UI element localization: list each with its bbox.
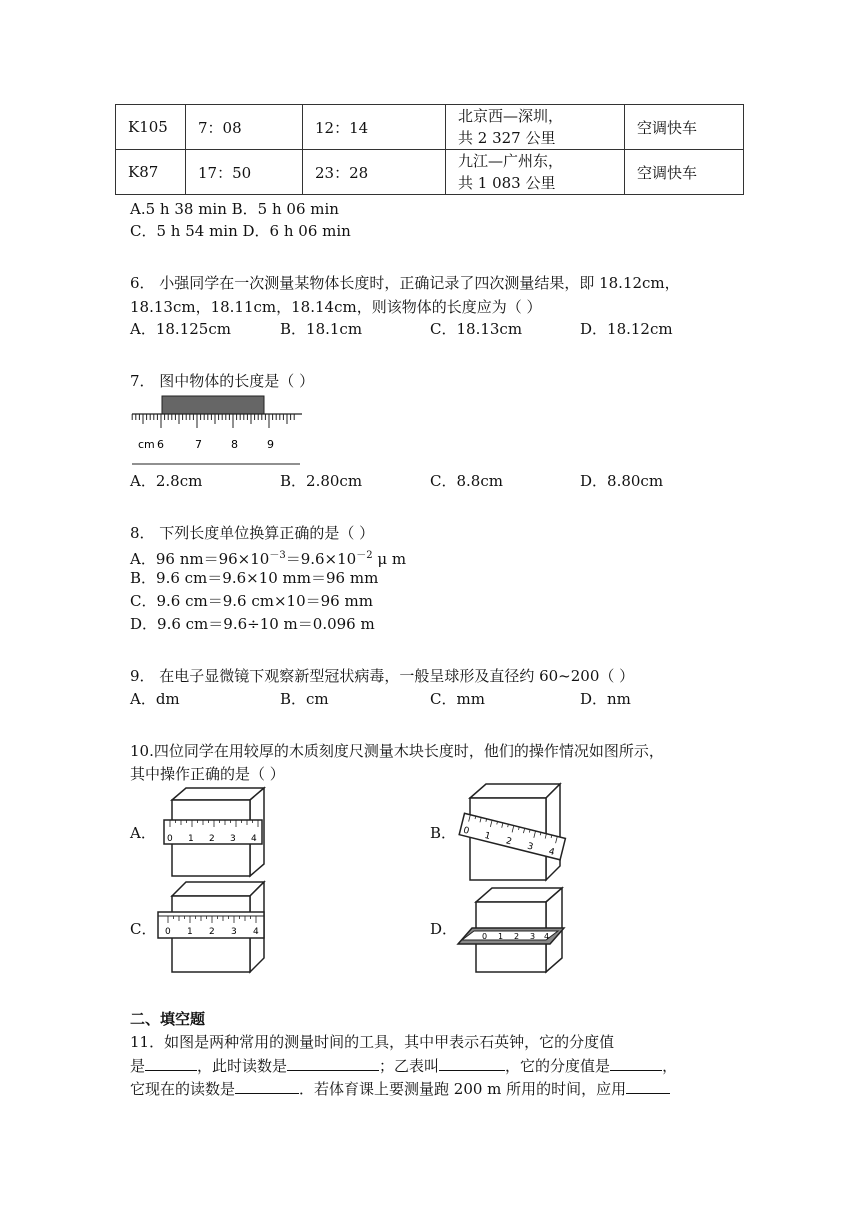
q9-option-d: D．nm (580, 690, 631, 708)
q6-option-b: B．18.1cm (280, 320, 363, 338)
svg-text:2: 2 (504, 836, 513, 848)
train-number: K105 (116, 105, 186, 150)
q6-stem-line2: 18.13cm，18.11cm，18.14cm，则该物体的长度应为（ ） (130, 298, 542, 316)
svg-text:3: 3 (230, 834, 236, 844)
q7-option-c: C．8.8cm (430, 472, 503, 490)
svg-text:1: 1 (188, 834, 194, 844)
svg-text:3: 3 (231, 927, 237, 937)
q10-stem-line1: 10.四位同学在用较厚的木质刻度尺测量木块长度时，他们的操作情况如图所示， (130, 742, 664, 760)
depart-time: 17：50 (186, 150, 303, 195)
train-type: 空调快车 (625, 105, 744, 150)
svg-text:4: 4 (544, 932, 550, 941)
svg-text:4: 4 (253, 927, 259, 937)
q6-option-a: A．18.125cm (130, 320, 231, 338)
arrive-time: 12：14 (303, 105, 446, 150)
q11-line2: 是 ，此时读数是 ；乙表叫 ，它的分度值是 ， (130, 1054, 677, 1077)
q5-options-line1: A.5 h 38 min B．5 h 06 min (130, 200, 339, 218)
figure-d-block-ruler (454, 884, 570, 974)
q8-option-d: D．9.6 cm＝9.6÷10 m＝0.096 m (130, 615, 375, 633)
q9-stem: 9． 在电子显微镜下观察新型冠状病毒，一般呈球形及直径约 60~200（ ） (130, 667, 635, 685)
q6-option-d: D．18.12cm (580, 320, 673, 338)
arrive-time: 23：28 (303, 150, 446, 195)
measured-object (162, 396, 264, 414)
blank (145, 1054, 197, 1071)
svg-text:2: 2 (209, 834, 215, 844)
figure-a-block-ruler (158, 786, 270, 880)
q6-stem-line1: 6． 小强同学在一次测量某物体长度时，正确记录了四次测量结果，即 18.12cm， (130, 274, 680, 292)
svg-text:2: 2 (209, 927, 215, 937)
table-row (116, 105, 744, 150)
section-title: 二、填空题 (130, 1010, 206, 1028)
figure-b-block-ruler (456, 780, 576, 884)
q10-label-a: A． (130, 824, 156, 842)
svg-text:0: 0 (165, 927, 171, 937)
q11-line3: 它现在的读数是 ．若体育课上要测量跑 200 m 所用的时间，应用 (130, 1077, 670, 1100)
q8-option-a: A．96 $nm=96\times 10^{-3}=9.6\times 10^{-2}$ μ m (130, 550, 407, 568)
ruler-unit-label: cm (138, 438, 155, 451)
q10-label-b: B． (430, 824, 457, 842)
q7-option-d: D．8.80cm (580, 472, 664, 490)
q8-stem: 8． 下列长度单位换算正确的是（ ） (130, 524, 375, 542)
blank (626, 1077, 670, 1094)
q10-label-d: D． (430, 920, 458, 938)
route-cell (446, 150, 625, 195)
train-type: 空调快车 (625, 150, 744, 195)
route-cell (446, 105, 625, 150)
svg-text:4: 4 (251, 834, 257, 844)
svg-text:1: 1 (498, 932, 504, 941)
route-line: 北京西—深圳， (458, 107, 564, 125)
svg-text:1: 1 (483, 830, 492, 843)
distance-line: 共 1 083 公里 (458, 174, 556, 192)
q7-stem: 7． 图中物体的长度是（ ） (130, 372, 315, 390)
q8-option-c: C．9.6 cm＝9.6 cm×10＝96 mm (130, 592, 373, 610)
svg-text:3: 3 (530, 932, 536, 941)
q11-line1: 11．如图是两种常用的测量时间的工具，其中甲表示石英钟，它的分度值 (130, 1033, 615, 1051)
svg-text:1: 1 (187, 927, 193, 937)
svg-text:2: 2 (514, 932, 520, 941)
q5-options-line2: C．5 h 54 min D．6 h 06 min (130, 222, 351, 240)
ruler-label-9: 9 (267, 438, 274, 451)
ruler-figure (130, 392, 310, 468)
ruler-label-8: 8 (231, 438, 238, 451)
ruler-label-7: 7 (195, 438, 202, 451)
svg-text:0: 0 (167, 834, 173, 844)
q10-label-c: C． (130, 920, 157, 938)
train-number: K87 (116, 150, 186, 195)
blank (287, 1054, 379, 1071)
q9-option-b: B．cm (280, 690, 329, 708)
q6-option-c: C．18.13cm (430, 320, 523, 338)
svg-text:0: 0 (482, 932, 488, 941)
blank (610, 1054, 662, 1071)
q7-option-a: A．2.8cm (130, 472, 203, 490)
figure-c-block-ruler (154, 880, 270, 976)
svg-text:4: 4 (547, 846, 556, 859)
q9-option-a: A．dm (130, 690, 180, 708)
ruler-label-6: 6 (157, 438, 164, 451)
depart-time: 7：08 (186, 105, 303, 150)
q10-stem-line2: 其中操作正确的是（ ） (130, 765, 285, 783)
blank (235, 1077, 299, 1094)
svg-text:3: 3 (526, 841, 535, 853)
q9-option-c: C．mm (430, 690, 485, 708)
blank (439, 1054, 505, 1071)
train-table (115, 104, 744, 195)
q8-option-b: B．9.6 cm＝9.6×10 mm＝96 mm (130, 569, 379, 587)
route-line: 九江—广州东， (458, 152, 564, 170)
svg-text:0: 0 (462, 825, 471, 837)
distance-line: 共 2 327 公里 (458, 129, 556, 147)
q7-option-b: B．2.80cm (280, 472, 363, 490)
table-row (116, 150, 744, 195)
